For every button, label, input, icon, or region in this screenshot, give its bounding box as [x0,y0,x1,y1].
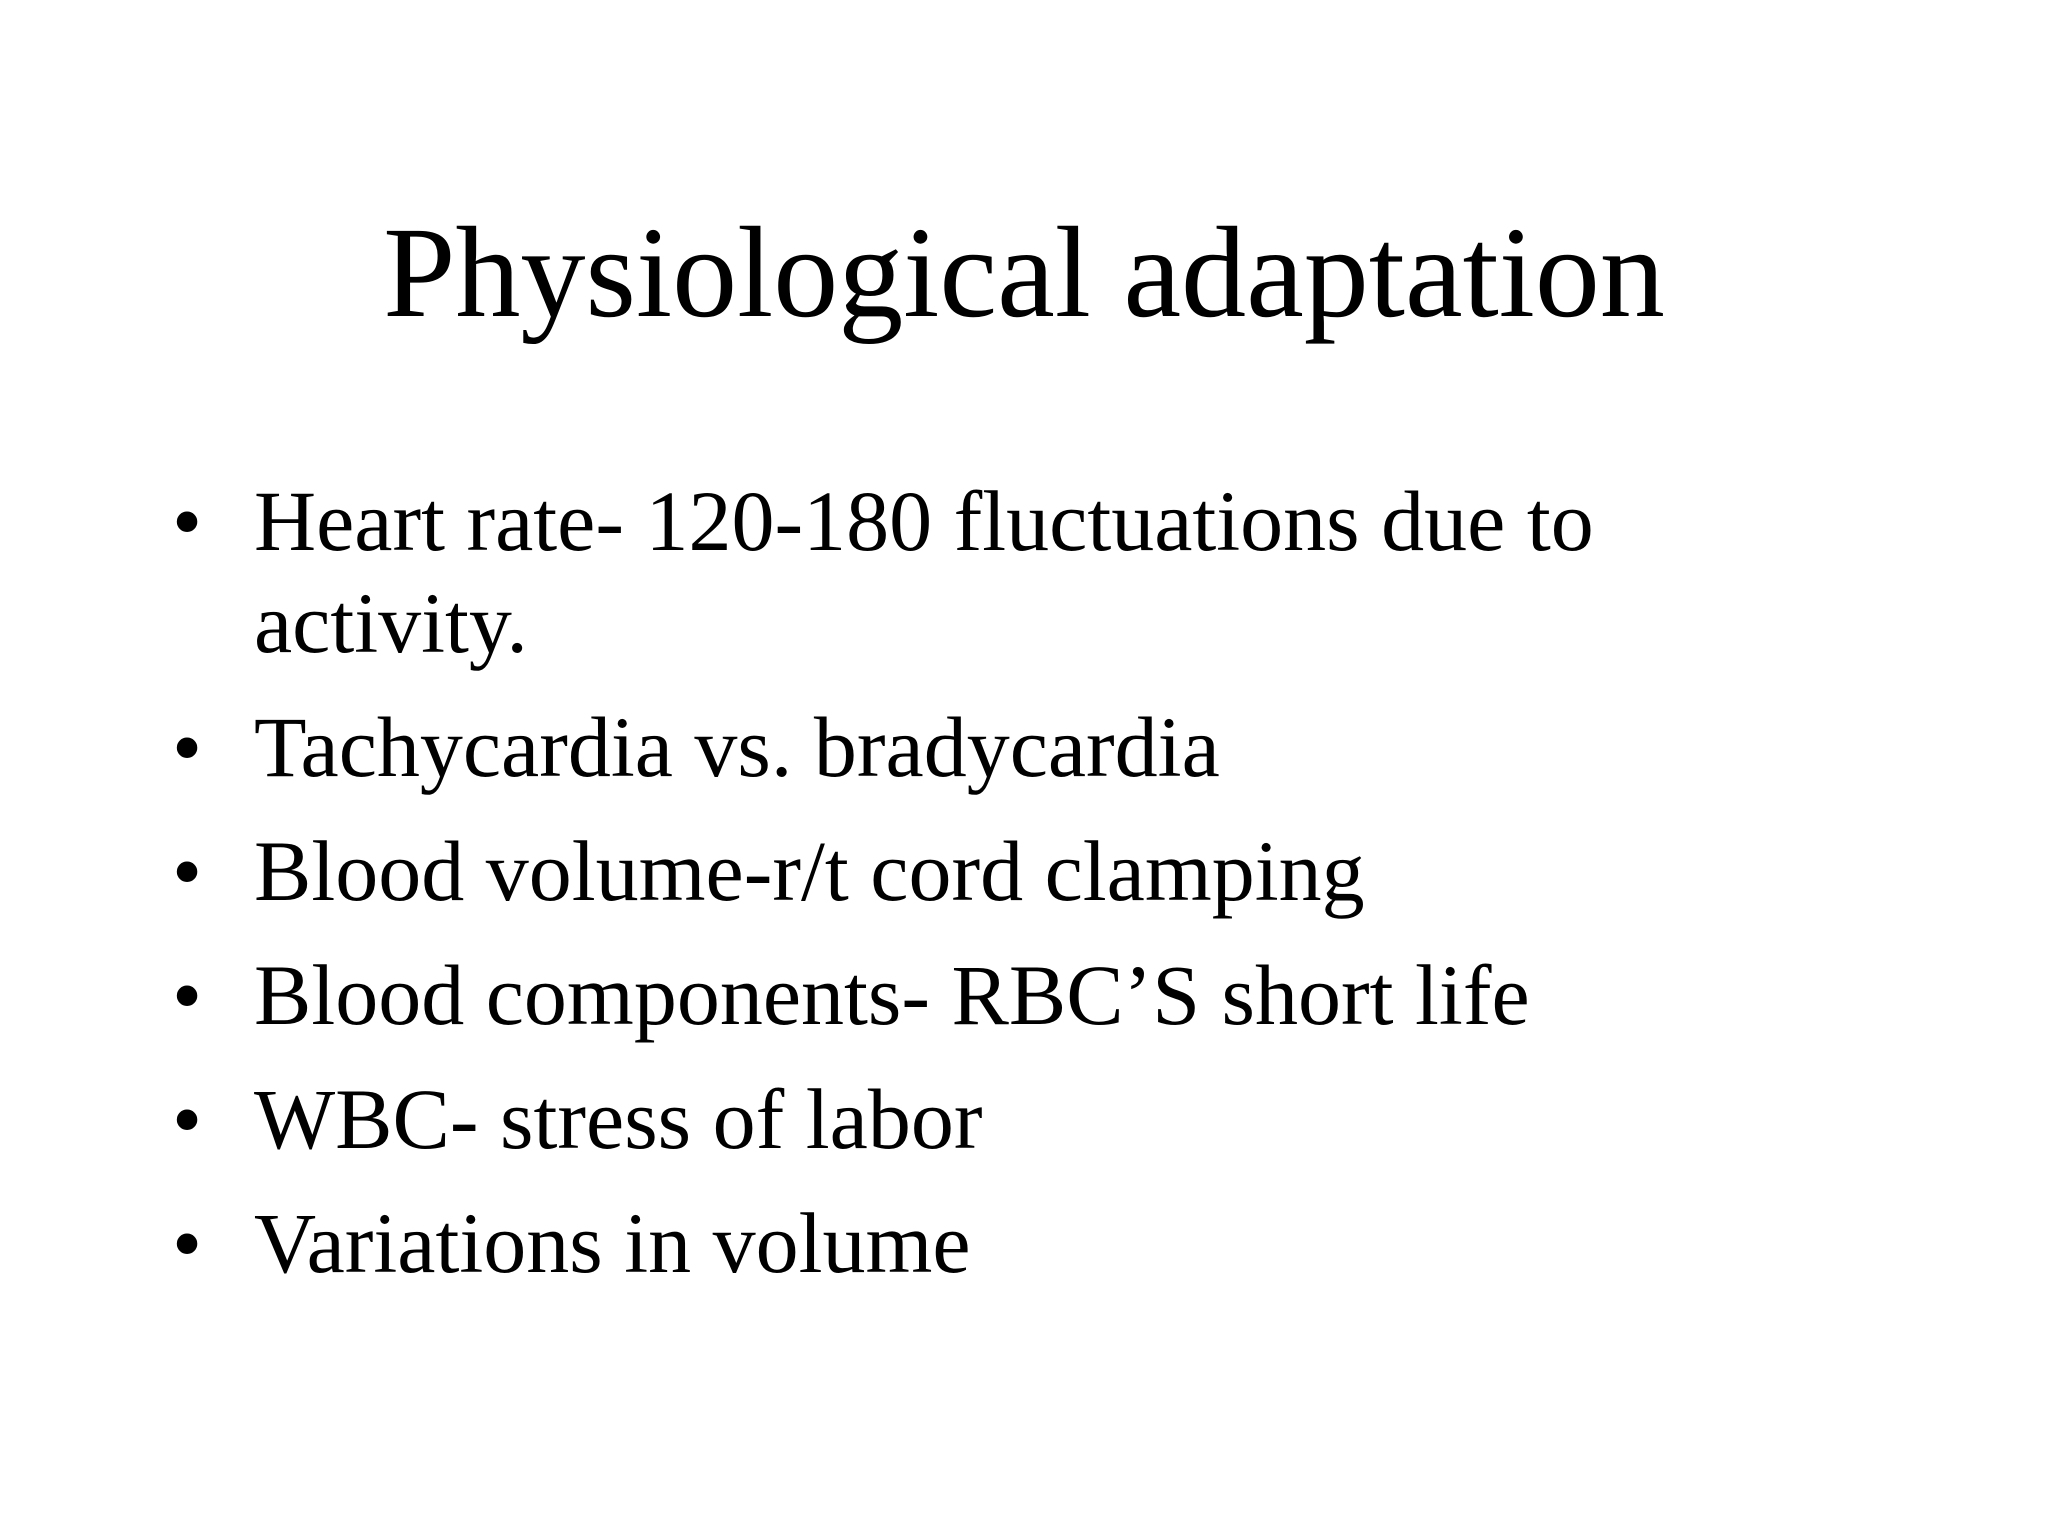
bullet-list [172,470,1772,1316]
bullet-item [172,944,1772,1046]
slide-title: Physiological adaptation [383,201,1665,345]
bullet-item [172,1192,1772,1294]
bullet-item [172,470,1772,674]
bullet-icon: • [172,947,203,1043]
bullet-item [172,1068,1772,1170]
bullet-text: Variations in volume [254,1195,971,1291]
bullet-icon: • [172,1195,203,1291]
bullet-icon: • [172,473,203,569]
bullet-text: Blood components- RBC’S short life [254,947,1530,1043]
bullet-icon: • [172,699,203,795]
bullet-text: WBC- stress of labor [254,1071,983,1167]
bullet-icon: • [172,823,203,919]
bullet-text: Tachycardia vs. bradycardia [254,699,1220,795]
bullet-item [172,820,1772,922]
bullet-text: Blood volume-r/t cord clamping [254,823,1365,919]
bullet-icon: • [172,1071,203,1167]
bullet-item [172,696,1772,798]
bullet-text: Heart rate- 120-180 fluctuations due to activity. [254,473,1594,671]
